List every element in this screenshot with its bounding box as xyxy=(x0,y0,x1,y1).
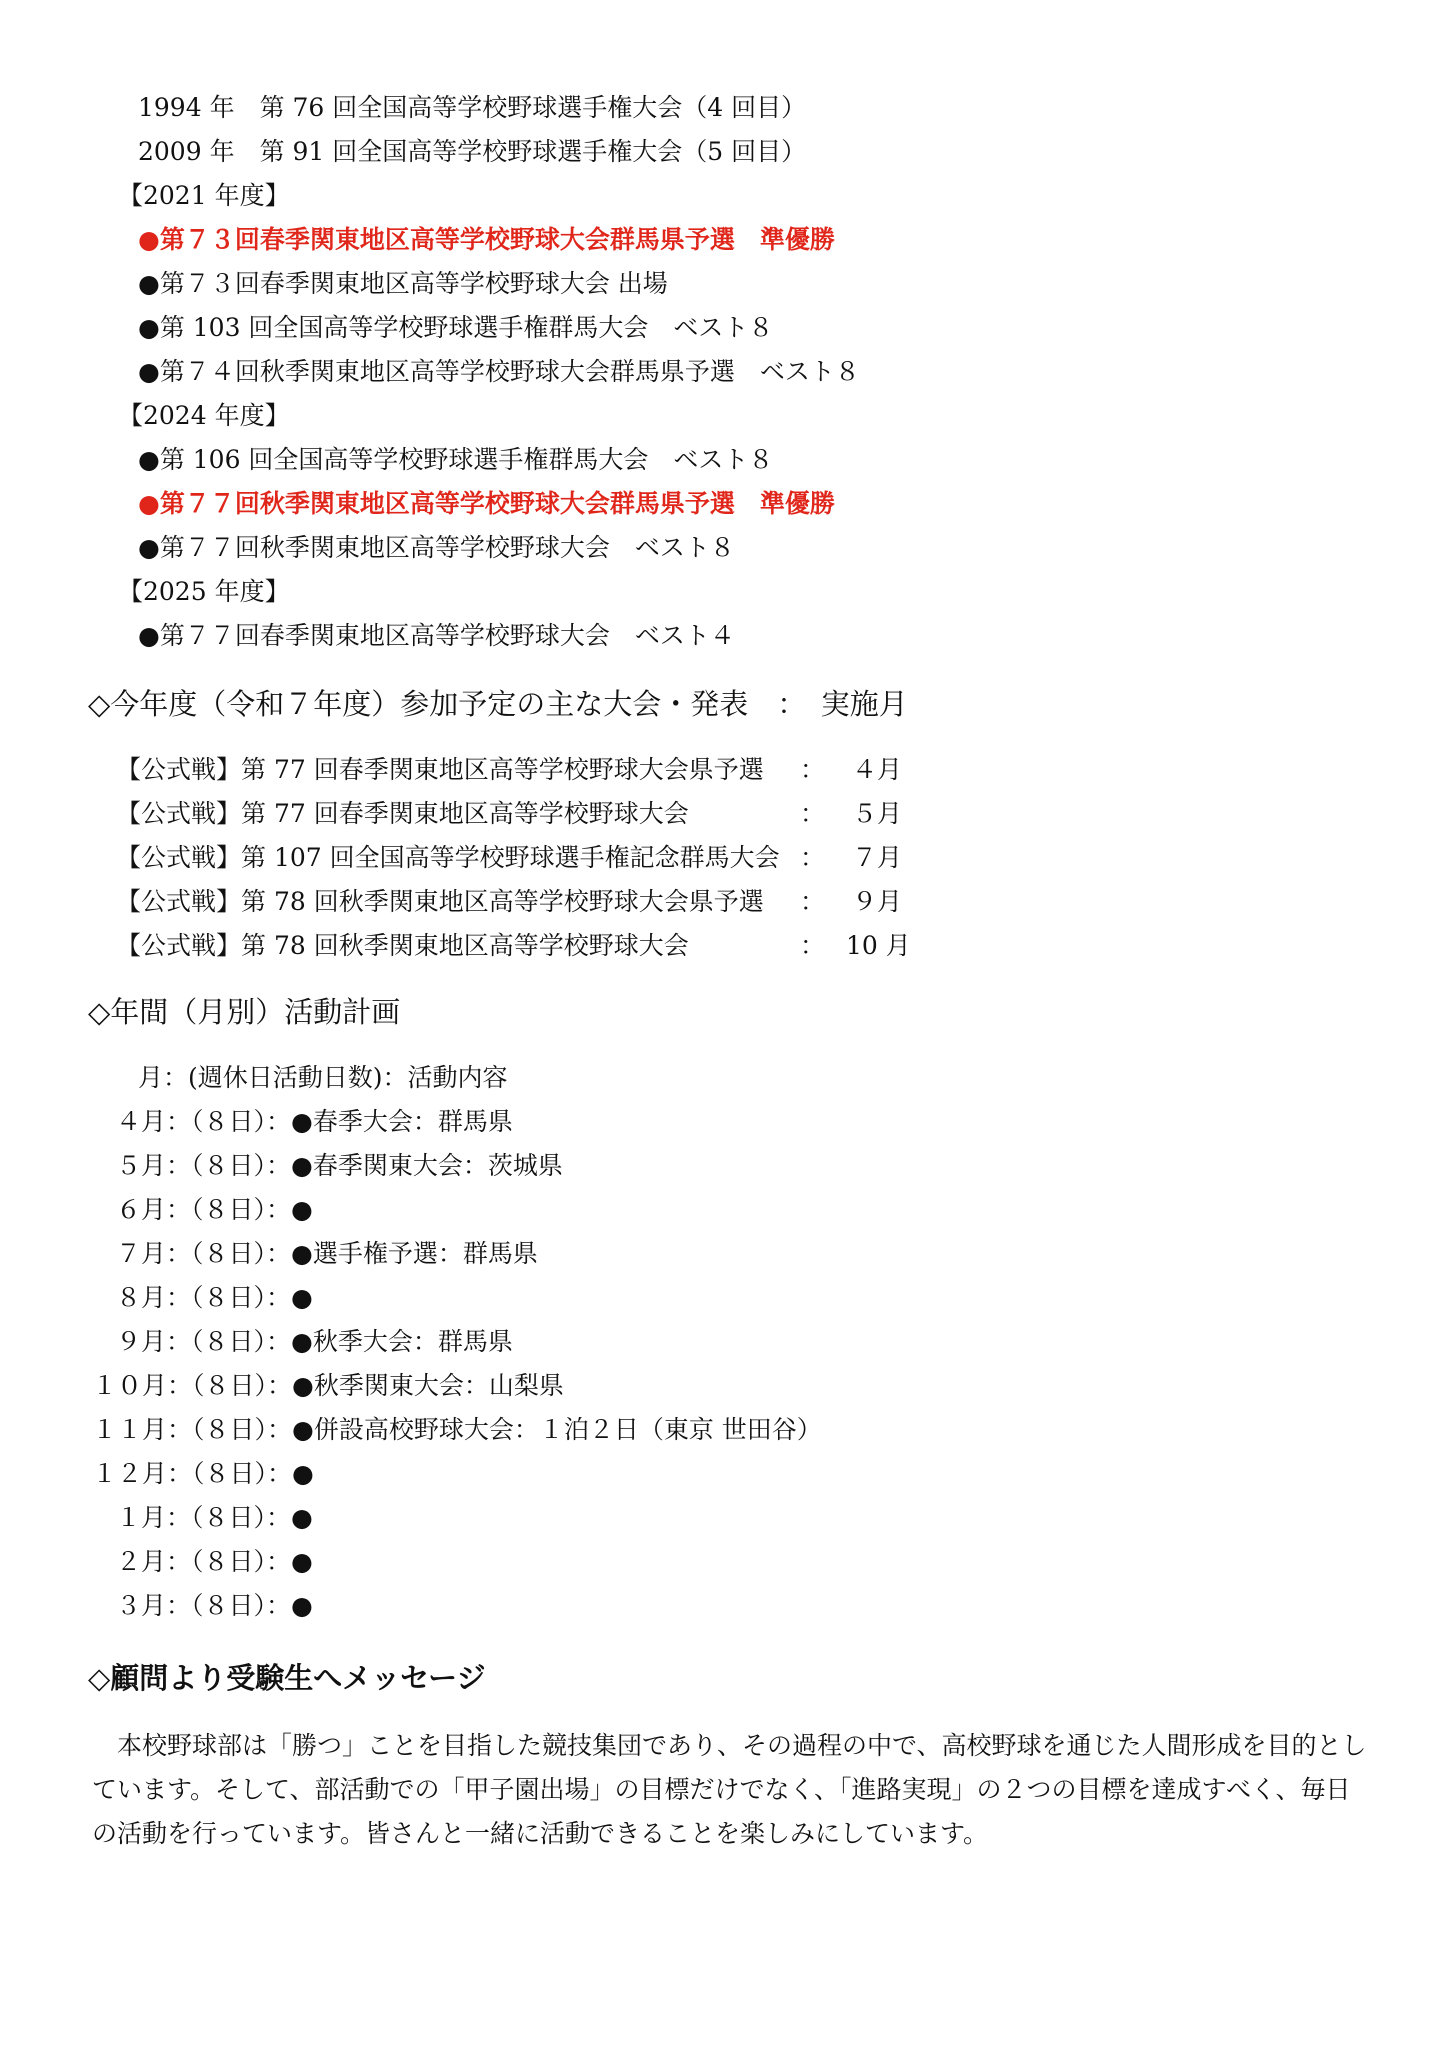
message-body: 本校野球部は「勝つ」ことを目指した競技集団であり、その過程の中で、高校野球を通じた人間形成を目的としています。そして、部活動での「甲子園出場」の目標だけでなく、「進路実現」の２つの目標を達成すべく、毎日の活動を行っています。皆さんと一緒に活動できることを楽しみにしています。 xyxy=(92,1731,1367,1848)
tournament-month: 10 月 xyxy=(846,931,911,960)
tournament-name: 【公式戦】第 78 回秋季関東地区高等学校野球大会 xyxy=(116,931,689,960)
plan-row: ４月：（８日）：●春季大会：群馬県 xyxy=(116,1107,513,1136)
plan-row: ７月：（８日）：●選手権予選：群馬県 xyxy=(116,1239,538,1268)
plan-header-row: 月：(週休日活動日数)：活動内容 xyxy=(138,1063,508,1092)
plan-row: ３月：（８日）：● xyxy=(116,1591,313,1620)
history-line: 1994 年 第 76 回全国高等学校野球選手権大会（4 回目） xyxy=(138,93,807,122)
achievement-item: ●第７３回春季関東地区高等学校野球大会 出場 xyxy=(138,269,668,298)
message-heading: ◇顧問より受験生へメッセージ xyxy=(88,1661,486,1695)
achievement-item-highlight: ●第７３回春季関東地区高等学校野球大会群馬県予選 準優勝 xyxy=(138,225,835,254)
tournament-month: ５月 xyxy=(852,799,903,828)
plan-row: １１月：（８日）：●併設高校野球大会：１泊２日（東京 世田谷） xyxy=(92,1415,822,1444)
achievement-item: ●第７４回秋季関東地区高等学校野球大会群馬県予選 ベスト８ xyxy=(138,357,860,386)
achievement-item: ●第７７回春季関東地区高等学校野球大会 ベスト４ xyxy=(138,621,735,650)
achievement-item: ●第 103 回全国高等学校野球選手権群馬大会 ベスト８ xyxy=(138,313,774,342)
year-header-2021: 【2021 年度】 xyxy=(118,181,290,210)
tournament-sep: ： xyxy=(800,887,826,916)
tournament-sep: ： xyxy=(800,843,826,872)
plan-row: ２月：（８日）：● xyxy=(116,1547,313,1576)
tournament-name: 【公式戦】第 77 回春季関東地区高等学校野球大会 xyxy=(116,799,689,828)
tournament-name: 【公式戦】第 78 回秋季関東地区高等学校野球大会県予選 xyxy=(116,887,764,916)
plan-row: １０月：（８日）：●秋季関東大会：山梨県 xyxy=(92,1371,564,1400)
tournament-sep: ： xyxy=(800,755,826,784)
plan-row: ８月：（８日）：● xyxy=(116,1283,313,1312)
tournament-sep: ： xyxy=(800,931,826,960)
plan-row: １２月：（８日）：● xyxy=(92,1459,314,1488)
tournament-name: 【公式戦】第 107 回全国高等学校野球選手権記念群馬大会 xyxy=(116,843,780,872)
plan-row: ５月：（８日）：●春季関東大会：茨城県 xyxy=(116,1151,563,1180)
plan-heading: ◇年間（月別）活動計画 xyxy=(88,995,401,1029)
tournaments-heading: ◇今年度（令和７年度）参加予定の主な大会・発表 ： 実施月 xyxy=(88,687,908,721)
achievement-item: ●第 106 回全国高等学校野球選手権群馬大会 ベスト８ xyxy=(138,445,774,474)
plan-row: ９月：（８日）：●秋季大会：群馬県 xyxy=(116,1327,513,1356)
year-header-2024: 【2024 年度】 xyxy=(118,401,290,430)
achievement-item: ●第７７回秋季関東地区高等学校野球大会 ベスト８ xyxy=(138,533,735,562)
tournament-month: ７月 xyxy=(852,843,903,872)
tournament-sep: ： xyxy=(800,799,826,828)
year-header-2025: 【2025 年度】 xyxy=(118,577,290,606)
achievement-item-highlight: ●第７７回秋季関東地区高等学校野球大会群馬県予選 準優勝 xyxy=(138,489,835,518)
history-line: 2009 年 第 91 回全国高等学校野球選手権大会（5 回目） xyxy=(138,137,807,166)
plan-row: ６月：（８日）：● xyxy=(116,1195,313,1224)
tournament-name: 【公式戦】第 77 回春季関東地区高等学校野球大会県予選 xyxy=(116,755,764,784)
tournament-month: ９月 xyxy=(852,887,903,916)
tournament-month: ４月 xyxy=(852,755,903,784)
plan-row: １月：（８日）：● xyxy=(116,1503,313,1532)
